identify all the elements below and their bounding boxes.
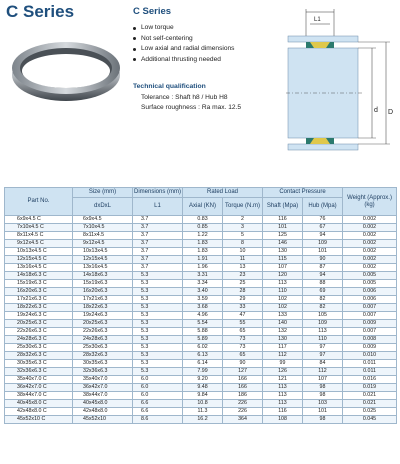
cell-weight: 0.009 [343,344,397,352]
cell-hub: 76 [303,216,343,224]
cell-torque: 2 [223,216,263,224]
table-row [5,216,397,224]
cell-size: 18x22x6.3 [73,304,133,312]
cell-part-no: 10x13x4.5 C [5,248,73,256]
cell-shaft: 115 [263,256,303,264]
bullet-icon [133,48,136,51]
cell-axial: 1.91 [183,256,223,264]
bullet-icon [133,27,136,30]
technical-qualification [133,83,283,113]
cell-weight: 0.021 [343,400,397,408]
header-axial: Axial (KN) [183,198,223,216]
cell-hub: 98 [303,392,343,400]
table-row [5,408,397,416]
cell-hub: 109 [303,240,343,248]
cell-weight: 0.011 [343,360,397,368]
cell-part-no: 45x52x10 C [5,416,73,424]
cell-part-no: 30x35x6.3 C [5,360,73,368]
cell-shaft: 116 [263,216,303,224]
table-row [5,320,397,328]
cell-hub: 109 [303,320,343,328]
cell-weight: 0.025 [343,408,397,416]
cell-axial: 5.54 [183,320,223,328]
cell-shaft: 125 [263,232,303,240]
D-label: D [388,109,394,116]
cell-torque: 13 [223,264,263,272]
cell-part-no: 32x36x6.3 C [5,368,73,376]
features-section [133,6,283,65]
spec-table [4,187,397,424]
cell-l1: 5.3 [133,304,183,312]
cell-size: 45x52x10 [73,416,133,424]
cell-l1: 5.3 [133,336,183,344]
cell-torque: 73 [223,344,263,352]
cell-hub: 90 [303,256,343,264]
cell-size: 28x32x6.3 [73,352,133,360]
cell-axial: 5.89 [183,336,223,344]
header-size-sub: dxDxL [73,198,133,216]
l1-label: L1 [314,17,321,23]
cell-shaft: 113 [263,280,303,288]
cell-part-no: 9x12x4.5 C [5,240,73,248]
cell-torque: 33 [223,304,263,312]
cell-shaft: 108 [263,416,303,424]
cell-size: 36x42x7.0 [73,384,133,392]
cell-hub: 113 [303,328,343,336]
table-row [5,240,397,248]
cell-part-no: 28x32x6.3 C [5,352,73,360]
cell-l1: 5.3 [133,328,183,336]
cell-part-no: 12x15x4.5 C [5,256,73,264]
cell-l1: 5.3 [133,360,183,368]
cell-hub: 88 [303,280,343,288]
cell-axial: 1.83 [183,240,223,248]
cell-shaft: 102 [263,296,303,304]
cell-weight: 0.002 [343,216,397,224]
cell-axial: 0.83 [183,216,223,224]
cell-torque: 3 [223,224,263,232]
table-row [5,336,397,344]
header-hub: Hub (Mpa) [303,198,343,216]
cell-torque: 8 [223,240,263,248]
cell-size: 24x28x6.3 [73,336,133,344]
cell-l1: 5.3 [133,272,183,280]
cell-shaft: 113 [263,384,303,392]
cell-l1: 3.7 [133,232,183,240]
cell-torque: 226 [223,400,263,408]
cell-torque: 47 [223,312,263,320]
cell-part-no: 19x24x6.3 C [5,312,73,320]
cell-weight: 0.006 [343,288,397,296]
cell-size: 22x26x6.3 [73,328,133,336]
feature-item: Low torque [133,23,283,34]
bullet-icon [133,37,136,40]
cell-size: 40x45x8.0 [73,400,133,408]
cell-shaft: 112 [263,352,303,360]
cell-l1: 3.7 [133,264,183,272]
cell-axial: 16.2 [183,416,223,424]
features-list [133,23,283,65]
cell-torque: 166 [223,384,263,392]
cell-part-no: 40x45x8.0 C [5,400,73,408]
cell-torque: 65 [223,328,263,336]
cell-axial: 9.48 [183,384,223,392]
cell-axial: 4.96 [183,312,223,320]
cell-torque: 65 [223,352,263,360]
cell-size: 8x11x4.5 [73,232,133,240]
cell-weight: 0.011 [343,368,397,376]
cell-weight: 0.019 [343,384,397,392]
cell-torque: 29 [223,296,263,304]
cell-hub: 110 [303,336,343,344]
cell-torque: 73 [223,336,263,344]
cell-axial: 6.02 [183,344,223,352]
cell-weight: 0.007 [343,304,397,312]
cell-size: 16x20x6.3 [73,288,133,296]
cell-axial: 1.22 [183,232,223,240]
cell-hub: 67 [303,224,343,232]
cell-weight: 0.006 [343,296,397,304]
cell-shaft: 146 [263,240,303,248]
cell-axial: 9.20 [183,376,223,384]
d-label: d [374,107,378,114]
cell-weight: 0.002 [343,264,397,272]
cell-size: 19x24x6.3 [73,312,133,320]
cell-axial: 11.3 [183,408,223,416]
cell-hub: 101 [303,248,343,256]
table-row [5,376,397,384]
cell-size: 20x25x6.3 [73,320,133,328]
cell-part-no: 16x20x6.3 C [5,288,73,296]
table-row [5,368,397,376]
table-row [5,400,397,408]
cell-part-no: 7x10x4.5 C [5,224,73,232]
cell-shaft: 133 [263,312,303,320]
cell-part-no: 25x30x6.3 C [5,344,73,352]
page-title: C Series [6,2,75,21]
cell-axial: 0.85 [183,224,223,232]
cell-hub: 82 [303,304,343,312]
cell-axial: 7.99 [183,368,223,376]
table-row [5,272,397,280]
cell-part-no: 42x48x8.0 C [5,408,73,416]
header-part-no: Part No. [5,188,73,216]
cell-l1: 8.6 [133,416,183,424]
cell-size: 32x36x6.3 [73,368,133,376]
cell-weight: 0.002 [343,256,397,264]
cell-part-no: 24x28x6.3 C [5,336,73,344]
cell-weight: 0.010 [343,352,397,360]
cell-part-no: 20x25x6.3 C [5,320,73,328]
header-size: Size (mm) [73,188,133,198]
cell-weight: 0.002 [343,232,397,240]
cell-size: 7x10x4.5 [73,224,133,232]
table-row [5,360,397,368]
table-row [5,384,397,392]
cell-axial: 3.59 [183,296,223,304]
cell-weight: 0.008 [343,336,397,344]
header-contact-pressure: Contact Pressure [263,188,343,198]
cell-part-no: 36x42x7.0 C [5,384,73,392]
cell-torque: 10 [223,248,263,256]
cell-axial: 10.8 [183,400,223,408]
table-row [5,352,397,360]
cell-shaft: 116 [263,408,303,416]
spec-table-body [5,216,397,424]
cell-size: 42x48x8.0 [73,408,133,416]
cell-l1: 5.3 [133,296,183,304]
roughness-line: Surface roughness : Ra max. 12.5 [141,104,242,111]
cell-part-no: 14x18x6.3 C [5,272,73,280]
cell-l1: 3.7 [133,256,183,264]
cell-weight: 0.002 [343,224,397,232]
cell-torque: 25 [223,280,263,288]
cell-axial: 3.68 [183,304,223,312]
cell-l1: 3.7 [133,240,183,248]
tolerance-line: Tolerance : Shaft h8 / Hub H8 [141,94,228,101]
cell-l1: 6.6 [133,408,183,416]
cell-shaft: 126 [263,368,303,376]
cell-part-no: 38x44x7.0 C [5,392,73,400]
cell-shaft: 130 [263,336,303,344]
cell-torque: 186 [223,392,263,400]
features-subtitle: C Series [133,6,172,17]
cell-part-no: 18x22x6.3 C [5,304,73,312]
cell-hub: 94 [303,272,343,280]
cell-shaft: 117 [263,344,303,352]
cell-shaft: 102 [263,304,303,312]
header-torque: Torque (N.m) [223,198,263,216]
cell-size: 25x30x6.3 [73,344,133,352]
cell-l1: 3.7 [133,224,183,232]
cell-part-no: 6x9x4.5 C [5,216,73,224]
cell-l1: 5.3 [133,344,183,352]
table-row [5,392,397,400]
table-row [5,312,397,320]
cell-axial: 3.40 [183,288,223,296]
cell-torque: 127 [223,368,263,376]
feature-item: Low axial and radial dimensions [133,44,283,55]
feature-item: Additional thrusting needed [133,55,283,66]
cell-l1: 5.3 [133,288,183,296]
cell-hub: 84 [303,360,343,368]
cell-weight: 0.002 [343,240,397,248]
cell-axial: 1.96 [183,264,223,272]
table-row [5,280,397,288]
cell-part-no: 35x40x7.0 C [5,376,73,384]
cell-l1: 6.0 [133,384,183,392]
cell-shaft: 113 [263,392,303,400]
cell-part-no: 22x26x6.3 C [5,328,73,336]
cell-size: 17x21x6.3 [73,296,133,304]
cross-section-diagram [284,4,396,184]
table-row [5,304,397,312]
cell-hub: 97 [303,352,343,360]
header-shaft: Shaft (Mpa) [263,198,303,216]
cell-hub: 98 [303,384,343,392]
cell-shaft: 110 [263,288,303,296]
table-row [5,416,397,424]
table-row [5,288,397,296]
feature-item: Not self-centering [133,34,283,45]
cell-hub: 107 [303,376,343,384]
cell-l1: 5.3 [133,368,183,376]
cell-weight: 0.007 [343,312,397,320]
cell-torque: 28 [223,288,263,296]
cell-axial: 6.13 [183,352,223,360]
cell-hub: 112 [303,368,343,376]
cell-torque: 226 [223,408,263,416]
header-rated-load: Rated Load [183,188,263,198]
cell-size: 30x35x6.3 [73,360,133,368]
cell-size: 9x12x4.5 [73,240,133,248]
cell-hub: 98 [303,416,343,424]
table-row [5,232,397,240]
cell-hub: 69 [303,288,343,296]
cell-hub: 103 [303,400,343,408]
bullet-icon [133,58,136,61]
cell-axial: 1.83 [183,248,223,256]
cell-weight: 0.045 [343,416,397,424]
cell-size: 14x18x6.3 [73,272,133,280]
cell-hub: 82 [303,296,343,304]
ring-product-image [6,30,126,110]
cell-l1: 5.3 [133,352,183,360]
cell-shaft: 140 [263,320,303,328]
cell-size: 12x15x4.5 [73,256,133,264]
cell-shaft: 130 [263,248,303,256]
technical-heading: Technical qualification [133,83,206,90]
cell-size: 38x44x7.0 [73,392,133,400]
cell-hub: 97 [303,344,343,352]
cell-part-no: 8x11x4.5 C [5,232,73,240]
cell-shaft: 101 [263,224,303,232]
cell-part-no: 13x16x4.5 C [5,264,73,272]
cell-torque: 5 [223,232,263,240]
cell-l1: 5.3 [133,280,183,288]
cell-shaft: 120 [263,272,303,280]
cell-size: 35x40x7.0 [73,376,133,384]
cell-l1: 3.7 [133,248,183,256]
table-row [5,256,397,264]
cell-axial: 3.31 [183,272,223,280]
cell-l1: 5.3 [133,312,183,320]
cell-l1: 3.7 [133,216,183,224]
cell-part-no: 17x21x6.3 C [5,296,73,304]
cell-torque: 11 [223,256,263,264]
table-row [5,224,397,232]
cell-hub: 94 [303,232,343,240]
cell-torque: 23 [223,272,263,280]
cell-size: 13x16x4.5 [73,264,133,272]
table-row [5,264,397,272]
cell-size: 15x19x6.3 [73,280,133,288]
cell-weight: 0.005 [343,280,397,288]
cell-axial: 3.34 [183,280,223,288]
cell-weight: 0.002 [343,248,397,256]
cell-torque: 364 [223,416,263,424]
cell-shaft: 99 [263,360,303,368]
cell-axial: 5.88 [183,328,223,336]
table-row [5,344,397,352]
cell-shaft: 121 [263,376,303,384]
cell-size: 10x13x4.5 [73,248,133,256]
cell-weight: 0.009 [343,320,397,328]
cell-axial: 6.14 [183,360,223,368]
cell-l1: 6.0 [133,376,183,384]
table-row [5,328,397,336]
header-weight: Weight (Approx.) (kg) [343,188,397,216]
table-row [5,248,397,256]
cell-shaft: 107 [263,264,303,272]
cell-shaft: 132 [263,328,303,336]
table-row [5,296,397,304]
cell-l1: 5.3 [133,320,183,328]
cell-weight: 0.007 [343,328,397,336]
cell-size: 6x9x4.5 [73,216,133,224]
cell-axial: 9.84 [183,392,223,400]
cell-l1: 6.0 [133,392,183,400]
cell-torque: 90 [223,360,263,368]
cell-l1: 6.6 [133,400,183,408]
header-dimensions: Dimensions (mm) [133,188,183,198]
cell-weight: 0.021 [343,392,397,400]
header-l1: L1 [133,198,183,216]
cell-weight: 0.016 [343,376,397,384]
cell-torque: 166 [223,376,263,384]
cell-hub: 101 [303,408,343,416]
cell-part-no: 15x19x6.3 C [5,280,73,288]
cell-weight: 0.005 [343,272,397,280]
cell-hub: 105 [303,312,343,320]
cell-shaft: 113 [263,400,303,408]
cell-hub: 87 [303,264,343,272]
cell-torque: 55 [223,320,263,328]
